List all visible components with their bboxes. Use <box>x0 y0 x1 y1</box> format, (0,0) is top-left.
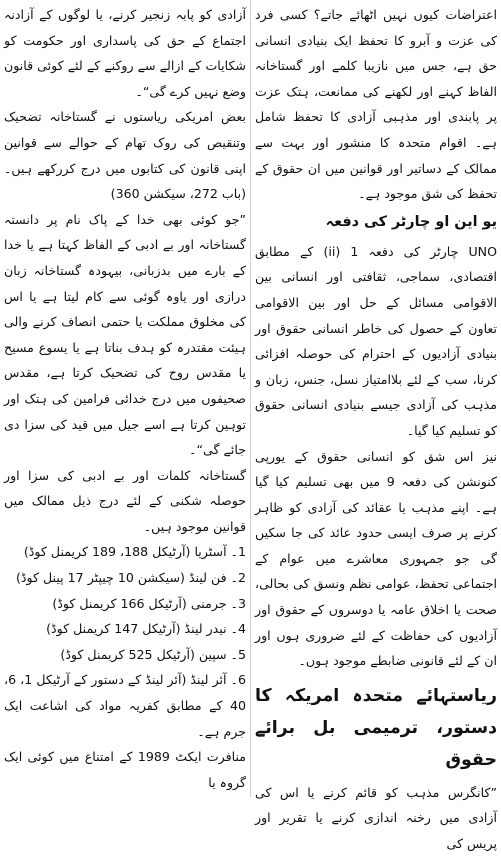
left-column <box>4 2 246 797</box>
uno-charter-heading: یو این او چارٹر کی دفعہ <box>325 213 497 230</box>
law-list-item: 3۔ جرمنی (آرٹیکل 166 کریمنل کوڈ) <box>52 595 246 611</box>
law-list-item: 2۔ فن لینڈ (سیکشن 10 چیپٹر 17 پینل کوڈ) <box>15 570 246 586</box>
law-list-item: 5۔ سپین (آرٹیکل 525 کریمنل کوڈ) <box>60 646 246 662</box>
right-column <box>255 2 498 852</box>
law-list-item: 6۔ آئر لینڈ (آئر لینڈ کے دستور کے آرٹیکل 1، 6، 40 کے مطابق کفریہ مواد کی اشاعت ایک جرم ہے۔ <box>4 672 246 739</box>
us-states-paragraph: بعض امریکی ریاستوں نے گستاخانہ تضحیک وتنقیص کی روک تھام کے حوالے سے قوانین اپنی قانون کی کتابوں میں درج کررکھے ہیں۔ (باب 272، سیکشن 360) <box>4 109 246 202</box>
law-list-item: 1۔ آسٹریا (آرٹیکل 188، 189 کریمنل کوڈ) <box>23 544 246 560</box>
column-divider <box>250 0 251 797</box>
uno-charter-paragraph: UNO چارٹر کی دفعہ 1 (ii) کے مطابق اقتصادی، سماجی، ثقافتی اور انسانی بین الاقوامی مسائل کے حل اور بین الاقوامی تعاون کے حصول کی خاطر انسانی حقوق اور بنیادی آزادیوں کے احترام کی حوصلہ افزائی کرنا، سب کے لئے بلاامتیاز نسل، جنس، زبان و مذہب کی آزادی جیسے بنیادی انسانی حقوق کو تسلیم کیا گیا۔ <box>255 243 498 438</box>
law-list-item: منافرت ایکٹ 1989 کے امتناع میں کوئی ایک گروہ یا <box>4 749 247 790</box>
country-law-list <box>4 539 246 795</box>
intro-paragraph: اعتراضات کیوں نہیں اٹھائے جاتے؟ کسی فرد کی عزت و آبرو کا تحفظ ایک بنیادی انسانی حق ہے، جس میں نازیبا کلمے اور گستاخانہ الفاظ کہنے اور لکھنے کی ممانعت، ہتک عزت پر پابندی اور مذہبی آزادی کا تحفظ شامل ہے۔ اقوام متحدہ کا منشور اور بہت سے ممالک کے دساتیر اور قوانین میں ان حقوق کے تحفظ کی شق موجود ہے۔ <box>255 7 497 202</box>
us-constitution-heading: ریاستہائے متحدہ امریکہ کا دستور، ترمیمی بل برائے حقوق <box>255 685 497 770</box>
congress-quote-end: آزادی کو پابہ زنجیر کرنے، یا لوگوں کے آزادنہ اجتماع کے حق کی پاسداری اور حکومت کو شکایات کے ازالے سے روکنے کے لئے کوئی قانون وضع نہیں کرے گی“۔ <box>4 7 246 99</box>
blasphemy-law-quote: ”جو کوئی بھی خدا کے پاک نام پر دانستہ گستاخانہ اور بے ادبی کے الفاظ کہتا ہے یا خدا کے بارے میں بدزبانی، بیہودہ گستاخانہ زبان درازی اور یاوہ گوئی سے کام لیتا ہے یا اس کی مخلوق مملکت یا حتمی انصاف کرنے والی ہیئت مقتدرہ کو ہدف بناتا ہے یا یسوع مسیح یا مقدس روح کی تضحیک کرتا ہے، مقدس صحیفوں میں درج خدائی فرامین کی ہتک اور توہین کرتا ہے اسے جیل میں قید کی سزا دی جائے گی“۔ <box>4 211 246 458</box>
european-convention-paragraph: نیز اس شق کو انسانی حقوق کے یورپی کنونشن کی دفعہ 9 میں بھی تسلیم کیا گیا ہے۔ اپنے مذہب یا عقائد کی آزادی کو ظاہر کرنے پر صرف ایسی حدود عائد کی جا سکیں گی جو جمہوری معاشرے میں عوام کے اجتماعی تحفظ، عوامی نظم ونسق کی بحالی، صحت یا اخلاق عامہ یا دوسروں کے حقوق اور آزادیوں کی حفاظت کے لئے ضروری ہوں اور ان کے لئے قانونی ضابطے موجود ہوں۔ <box>255 448 498 669</box>
countries-intro: گستاخانہ کلمات اور بے ادبی کی سزا اور حوصلہ شکنی کے لئے درج ذیل ممالک میں قوانین موجود ہیں۔ <box>4 467 246 534</box>
law-list-item: 4۔ نیدر لینڈ (آرٹیکل 147 کریمنل کوڈ) <box>46 621 246 637</box>
congress-quote-start: ”کانگرس مذہب کو قائم کرنے یا اس کی آزادی میں رخنہ اندازی کرنے یا تقریر اور پریس کی <box>255 784 497 852</box>
